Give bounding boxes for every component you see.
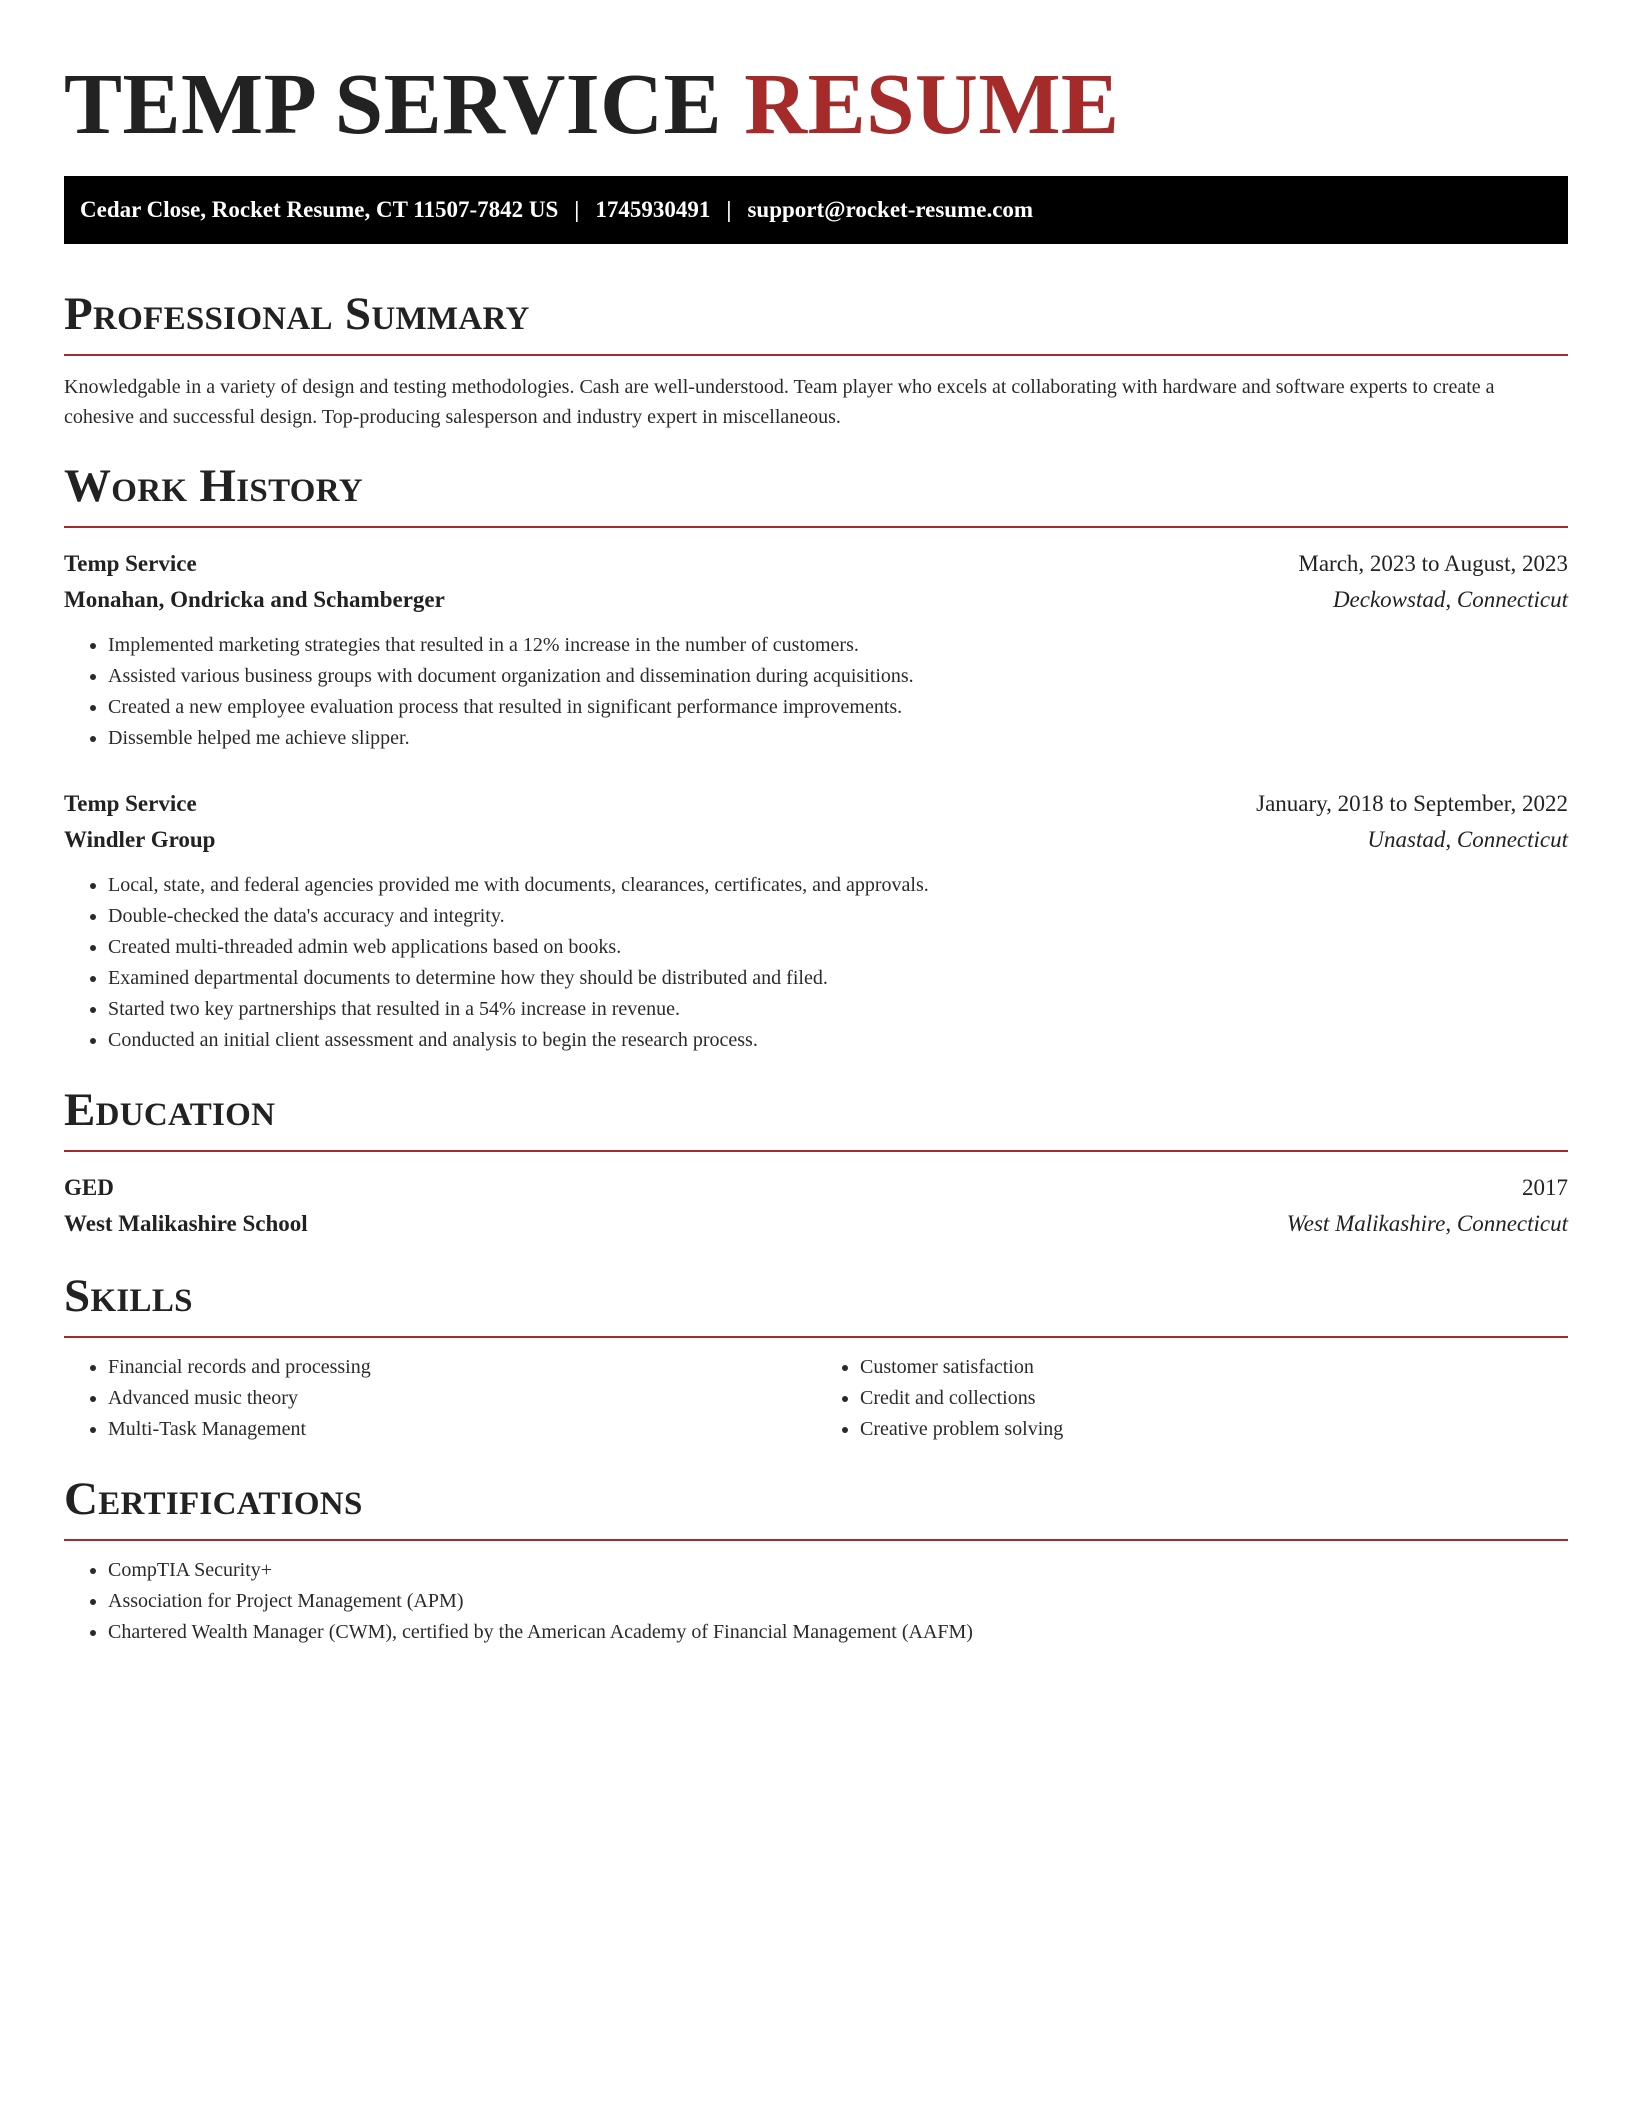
certifications-list bbox=[64, 1555, 1568, 1648]
job-bullet: • Implemented marketing strategies that resulted in a 12% increase in the number of customers. bbox=[108, 630, 1568, 661]
job-bullet: • Examined departmental documents to determine how they should be distributed and filed. bbox=[108, 963, 1568, 994]
certifications-heading: Certifications bbox=[64, 1473, 363, 1525]
job-company: Windler Group bbox=[64, 827, 216, 852]
education-year: 2017 bbox=[1522, 1175, 1568, 1200]
certification-item: • CompTIA Security+ bbox=[108, 1555, 1568, 1586]
title-accent: RESUME bbox=[744, 55, 1120, 152]
skill-item: • Credit and collections bbox=[860, 1383, 1568, 1414]
contact-address: Cedar Close, Rocket Resume, CT 11507-7842 US bbox=[80, 197, 559, 222]
certification-item: • Association for Project Management (APM) bbox=[108, 1586, 1568, 1617]
skills-list bbox=[64, 1352, 816, 1445]
section-divider bbox=[64, 526, 1568, 528]
contact-phone: 1745930491 bbox=[595, 197, 711, 222]
section-divider bbox=[64, 1539, 1568, 1541]
skills-heading: Skills bbox=[64, 1270, 193, 1322]
job-company-row bbox=[64, 582, 1568, 618]
education-heading: Education bbox=[64, 1084, 276, 1136]
job-bullets bbox=[64, 870, 1568, 1056]
education-degree: GED bbox=[64, 1175, 114, 1200]
job-header-row bbox=[64, 546, 1568, 582]
job-dates: January, 2018 to September, 2022 bbox=[1256, 791, 1568, 816]
job-title: Temp Service bbox=[64, 791, 197, 816]
job-bullet: • Started two key partnerships that resulted in a 54% increase in revenue. bbox=[108, 994, 1568, 1025]
job-location: Unastad, Connecticut bbox=[1367, 827, 1568, 852]
job-entry bbox=[64, 546, 1568, 754]
education-degree-row bbox=[64, 1170, 1568, 1206]
education-school: West Malikashire School bbox=[64, 1211, 308, 1236]
skills-grid bbox=[64, 1352, 1568, 1445]
work-history-heading: Work History bbox=[64, 460, 363, 512]
job-bullets bbox=[64, 630, 1568, 754]
skills-list bbox=[816, 1352, 1568, 1445]
job-company: Monahan, Ondricka and Schamberger bbox=[64, 587, 445, 612]
contact-email: support@rocket-resume.com bbox=[747, 197, 1034, 222]
section-divider bbox=[64, 354, 1568, 356]
education-entry bbox=[64, 1170, 1568, 1242]
education-school-row bbox=[64, 1206, 1568, 1242]
job-dates: March, 2023 to August, 2023 bbox=[1298, 551, 1568, 576]
skills-column-left bbox=[64, 1352, 816, 1445]
job-location: Deckowstad, Connecticut bbox=[1332, 587, 1568, 612]
job-header-row bbox=[64, 786, 1568, 822]
resume-title bbox=[64, 56, 1568, 152]
skill-item: • Advanced music theory bbox=[108, 1383, 816, 1414]
section-divider bbox=[64, 1336, 1568, 1338]
job-bullet: • Created a new employee evaluation process that resulted in significant performance improvements. bbox=[108, 692, 1568, 723]
education-location: West Malikashire, Connecticut bbox=[1286, 1211, 1568, 1236]
summary-heading: Professional Summary bbox=[64, 288, 530, 340]
job-bullet: • Dissemble helped me achieve slipper. bbox=[108, 723, 1568, 754]
job-bullet: • Conducted an initial client assessment and analysis to begin the research process. bbox=[108, 1025, 1568, 1056]
job-title: Temp Service bbox=[64, 551, 197, 576]
summary-text: Knowledgable in a variety of design and testing methodologies. Cash are well-understood. Team player who excels at collaborating with hardware and software experts to create a cohesive and successful design. Top-producing salesperson and industry expert in miscellaneous. bbox=[64, 376, 1495, 428]
job-bullet: • Created multi-threaded admin web applications based on books. bbox=[108, 932, 1568, 963]
job-bullet: • Assisted various business groups with document organization and dissemination during acquisitions. bbox=[108, 661, 1568, 692]
skill-item: • Customer satisfaction bbox=[860, 1352, 1568, 1383]
job-entry bbox=[64, 786, 1568, 1056]
job-bullet: • Double-checked the data's accuracy and integrity. bbox=[108, 901, 1568, 932]
skill-item: • Creative problem solving bbox=[860, 1414, 1568, 1445]
contact-separator: | bbox=[574, 197, 580, 222]
job-company-row bbox=[64, 822, 1568, 858]
skill-item: • Multi-Task Management bbox=[108, 1414, 816, 1445]
contact-separator: | bbox=[726, 197, 732, 222]
section-divider bbox=[64, 1150, 1568, 1152]
skill-item: • Financial records and processing bbox=[108, 1352, 816, 1383]
skills-column-right bbox=[816, 1352, 1568, 1445]
certification-item: • Chartered Wealth Manager (CWM), certified by the American Academy of Financial Management (AAFM) bbox=[108, 1617, 1568, 1648]
contact-bar bbox=[64, 176, 1568, 244]
title-main: TEMP SERVICE bbox=[64, 55, 722, 152]
job-bullet: • Local, state, and federal agencies provided me with documents, clearances, certificates, and approvals. bbox=[108, 870, 1568, 901]
